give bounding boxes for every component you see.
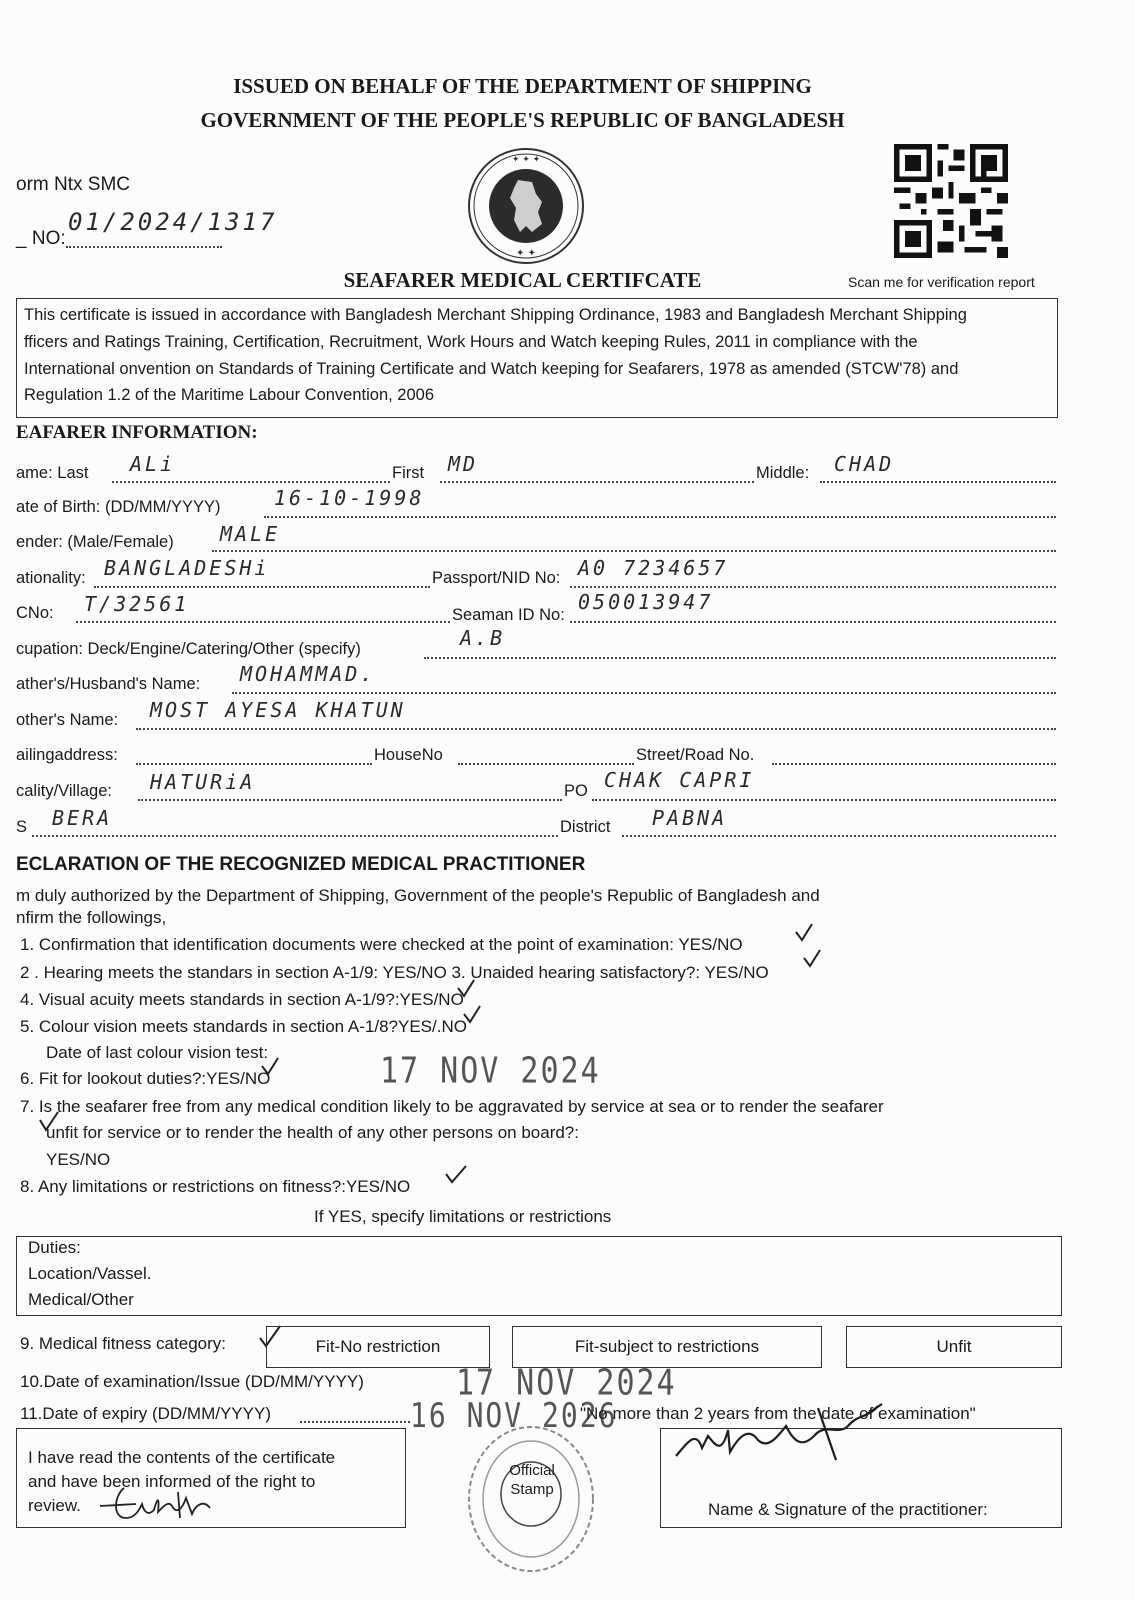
official-stamp-icon <box>466 1424 596 1574</box>
first-name-label: First <box>392 464 425 482</box>
occupation-label: cupation: Deck/Engine/Catering/Other (specify) <box>16 640 361 658</box>
declaration-item-4: 4. Visual acuity meets standards in section A-1/9?:YES/NO <box>20 990 464 1009</box>
locality-value: HATURiA <box>150 770 256 794</box>
declaration-item-6: 6. Fit for lookout duties?:YES/NO <box>20 1069 271 1088</box>
limitations-box <box>16 1236 1062 1316</box>
expiry-note: "No more than 2 years from the date of examination" <box>580 1404 976 1423</box>
district-value: PABNA <box>652 806 728 830</box>
last-name-label: ame: Last <box>16 464 89 482</box>
po-label: PO <box>564 782 588 800</box>
header-line-2: GOVERNMENT OF THE PEOPLE'S REPUBLIC OF BANGLADESH <box>200 108 845 132</box>
po-value: CHAK CAPRI <box>604 768 755 792</box>
ps-value: BERA <box>52 806 113 830</box>
district-line <box>622 835 1056 837</box>
locality-label: cality/Village: <box>16 782 112 800</box>
intro-line-3: International onvention on Standards of Training Certificate and Watch keeping for Seafarers, 1978 as amended (STCW'78) and <box>24 360 959 378</box>
fitness-option-label: Fit-subject to restrictions <box>574 1337 760 1356</box>
expiry-date-line <box>300 1421 410 1423</box>
seafarer-signature-icon <box>96 1478 256 1528</box>
declaration-intro-1: m duly authorized by the Department of Shipping, Government of the people's Republic of Bangladesh and <box>16 886 820 905</box>
passport-label: Passport/NID No: <box>432 569 561 587</box>
practitioner-signature-icon <box>668 1396 968 1476</box>
fitness-option-label: Fit-No restriction <box>315 1337 441 1356</box>
seaman-id-label: Seaman ID No: <box>452 606 565 624</box>
form-number-value: 01/2024/1317 <box>68 208 278 236</box>
declaration-item-5: 5. Colour vision meets standards in section A-1/8?YES/.NO <box>20 1017 467 1036</box>
qr-code-icon <box>894 144 1008 258</box>
fitness-option-label: Unfit <box>936 1337 972 1356</box>
ps-line <box>32 835 558 837</box>
limitations-location: Location/Vassel. <box>28 1264 152 1283</box>
first-name-line <box>440 481 754 483</box>
declaration-heading: ECLARATION OF THE RECOGNIZED MEDICAL PRACTITIONER <box>16 854 586 875</box>
declaration-item-2: 2 . Hearing meets the standars in section A-1/9: YES/NO 3. Unaided hearing satisfactory?: YES/NO <box>20 963 769 982</box>
street-line <box>772 763 1056 765</box>
nationality-line <box>94 586 430 588</box>
first-name-value: MD <box>448 452 479 476</box>
form-number-line <box>66 244 222 248</box>
mailing-address-label: ailingaddress: <box>16 746 118 764</box>
seaman-id-line <box>570 621 1056 623</box>
seaman-id-value: 050013947 <box>578 590 714 614</box>
seafarer-heading: EAFARER INFORMATION: <box>16 422 258 443</box>
occupation-line <box>424 657 1056 659</box>
gender-label: ender: (Male/Female) <box>16 533 174 551</box>
intro-line-1: This certificate is issued in accordance with Bangladesh Merchant Shipping Ordinance, 1983 and Bangladesh Merchant Shipping <box>24 306 967 324</box>
mother-name-value: MOST AYESA KHATUN <box>150 698 406 722</box>
dob-value: 16-10-1998 <box>274 486 425 510</box>
practitioner-label: Name & Signature of the practitioner: <box>708 1500 988 1519</box>
colour-test-date-stamp: 17 NOV 2024 <box>380 1050 601 1092</box>
expiry-date-label: 11.Date of expiry (DD/MM/YYYY) <box>20 1404 271 1423</box>
last-name-value: ALi <box>130 452 176 476</box>
mailing-address-line <box>136 763 372 765</box>
father-name-value: MOHAMMAD. <box>240 662 376 686</box>
official-stamp-line-1: Official <box>509 1462 555 1479</box>
declaration-item-7b: unfit for service or to render the health of any other persons on board?: <box>46 1123 579 1142</box>
intro-line-4: Regulation 1.2 of the Maritime Labour Convention, 2006 <box>24 386 435 404</box>
form-label: orm Ntx SMC <box>16 174 130 195</box>
house-no-label: HouseNo <box>374 746 443 764</box>
last-name-line <box>112 481 390 483</box>
dob-line <box>264 516 1056 518</box>
father-name-label: ather's/Husband's Name: <box>16 675 201 693</box>
expiry-date-stamp: 16 NOV 2026 <box>410 1396 618 1436</box>
government-seal-icon <box>466 146 586 266</box>
ack-line-1: I have read the contents of the certificate <box>28 1448 336 1467</box>
svg-text:✦ ✦ ✦: ✦ ✦ ✦ <box>511 155 541 165</box>
cdc-value: T/32561 <box>84 592 190 616</box>
middle-name-value: CHAD <box>834 452 895 476</box>
locality-line <box>138 799 562 801</box>
form-number-label: _ NO: <box>16 228 66 249</box>
gender-line <box>212 550 1056 552</box>
limitations-duties: Duties: <box>28 1238 81 1257</box>
nationality-value: BANGLADESHi <box>104 556 270 580</box>
passport-value: A0 7234657 <box>578 556 729 580</box>
cdc-line <box>76 621 450 623</box>
po-line <box>592 799 1056 801</box>
declaration-item-1: 1. Confirmation that identification documents were checked at the point of examination: YES/NO <box>20 935 743 954</box>
declaration-item-8: 8. Any limitations or restrictions on fitness?:YES/NO <box>20 1177 411 1196</box>
svg-text:✦ ✦: ✦ ✦ <box>516 248 536 259</box>
intro-line-2: fficers and Ratings Training, Certification, Recruitment, Work Hours and Watch keeping Rules, 2011 in compliance with the <box>24 333 918 351</box>
ack-line-2: and have been informed of the right to <box>28 1472 316 1491</box>
declaration-intro-2: nfirm the followings, <box>16 908 167 927</box>
ack-line-3: review. <box>28 1496 81 1515</box>
middle-name-line <box>820 481 1056 483</box>
house-no-line <box>458 763 634 765</box>
mother-name-line <box>136 728 1056 730</box>
declaration-item-5b: Date of last colour vision test: <box>46 1043 269 1062</box>
certificate-title: SEAFARER MEDICAL CERTIFCATE <box>343 268 702 292</box>
middle-name-label: Middle: <box>756 464 810 482</box>
street-label: Street/Road No. <box>636 746 755 764</box>
nationality-label: ationality: <box>16 569 86 587</box>
district-label: District <box>560 818 611 836</box>
passport-line <box>570 586 1056 588</box>
official-stamp-line-2: Stamp <box>510 1481 554 1498</box>
exam-date-stamp: 17 NOV 2024 <box>456 1362 677 1404</box>
ps-label: S <box>16 818 28 836</box>
qr-caption: Scan me for verification report <box>848 274 1035 290</box>
cdc-label: CNo: <box>16 604 54 622</box>
fitness-option-unfit <box>846 1326 1062 1368</box>
limitations-medical: Medical/Other <box>28 1290 134 1309</box>
dob-label: ate of Birth: (DD/MM/YYYY) <box>16 498 221 516</box>
header-line-1: ISSUED ON BEHALF OF THE DEPARTMENT OF SHIPPING <box>233 74 812 98</box>
exam-date-label: 10.Date of examination/Issue (DD/MM/YYYY) <box>20 1372 364 1391</box>
mother-name-label: other's Name: <box>16 711 119 729</box>
declaration-item-7c: YES/NO <box>46 1150 111 1169</box>
if-yes-text: If YES, specify limitations or restrictions <box>314 1207 612 1226</box>
fitness-category-label: 9. Medical fitness category: <box>20 1334 226 1353</box>
declaration-item-7a: 7. Is the seafarer free from any medical condition likely to be aggravated by service at sea or to render the seafarer <box>20 1097 884 1116</box>
gender-value: MALE <box>220 522 281 546</box>
occupation-value: A.B <box>460 626 506 650</box>
father-name-line <box>232 692 1056 694</box>
